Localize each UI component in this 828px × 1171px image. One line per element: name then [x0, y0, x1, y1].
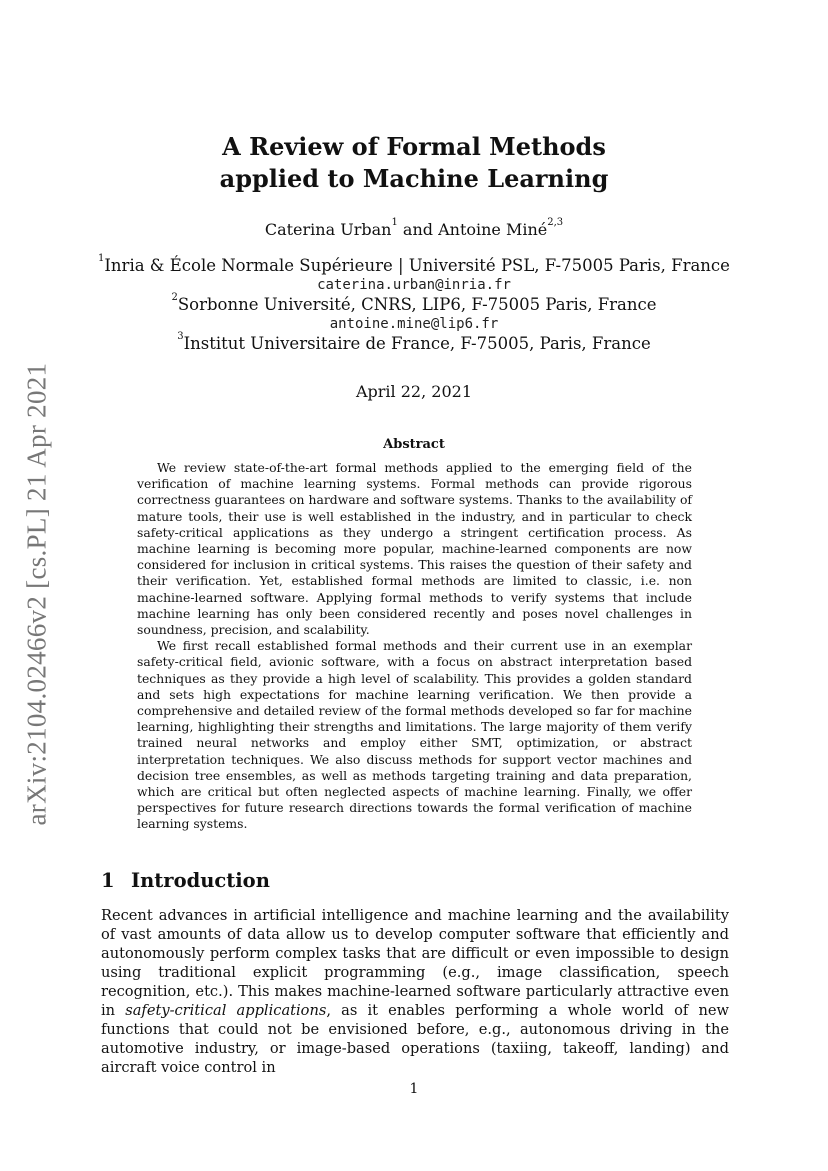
affiliation-2-mark: 2 [171, 292, 178, 303]
arxiv-sidebar-stamp: arXiv:2104.02466v2 [cs.PL] 21 Apr 2021 [21, 362, 52, 826]
affiliation-3-text: Institut Universitaire de France, F-75005, Paris, France [183, 334, 651, 353]
section-heading [101, 869, 270, 892]
email-2: antoine.mine@lip6.fr [329, 316, 499, 332]
introduction-text-part-1: Recent advances in artificial intelligence and machine learning and the availability of vast amounts of data allow us to develop computer software that efficiently and autonomously perform complex tasks that are difficult or even impossible to design using traditional explicit programming (e.g., image classification, speech recognition, etc.). This makes machine-learned software particularly attractive even in [101, 907, 729, 1019]
affiliation-1-text: Inria & École Normale Supérieure | Université PSL, F-75005 Paris, France [104, 256, 730, 275]
affiliation-1-mark: 1 [98, 253, 105, 264]
affiliation-3 [0, 331, 828, 353]
author-2: Antoine Miné [438, 220, 548, 239]
affiliation-2-text: Sorbonne Université, CNRS, LIP6, F-75005 Paris, France [177, 295, 657, 314]
author-2-affiliation-mark: 2,3 [547, 217, 564, 228]
paper-date: April 22, 2021 [355, 382, 472, 401]
section-number: 1 [101, 869, 115, 892]
introduction-text-part-2: , as it enables performing a whole world of new functions that could not be envisioned before, e.g., autonomous driving in the automotive industry, or image-based operations (taxiing, takeoff, landing) and aircraft voice control in [101, 1002, 729, 1076]
abstract-heading: Abstract [383, 437, 445, 452]
affiliation-3-mark: 3 [177, 331, 184, 342]
introduction-text [101, 906, 729, 1077]
paper-title-line1: A Review of Formal Methods [222, 132, 606, 161]
introduction-paragraph [101, 906, 729, 1077]
abstract-paragraph-2: We first recall established formal methods and their current use in an exemplar safety-critical field, avionic software, with a focus on abstract interpretation based techniques as they provide a high level of scalability. This provides a golden standard and sets high expectations for machine learning verification. We then provide a comprehensive and detailed review of the formal methods developed so far for machine learning, highlighting their strengths and limitations. The large majority of them verify trained neural networks and employ either SMT, optimization, or abstract interpretation techniques. We also discuss methods for support vector machines and decision tree ensembles, as well as methods targeting training and data preparation, which are critical but often neglected aspects of machine learning. Finally, we offer perspectives for future research directions towards the formal verification of machine learning systems. [137, 638, 692, 832]
author-1: Caterina Urban [264, 220, 392, 239]
paper-title-line2: applied to Machine Learning [219, 164, 609, 193]
authors [0, 217, 828, 239]
affiliation-2 [0, 292, 828, 314]
abstract-paragraph-1: We review state-of-the-art formal methods applied to the emerging field of the verification of machine learning systems. Formal methods can provide rigorous correctness guarantees on hardware and software systems. Thanks to the availability of mature tools, their use is well established in the industry, and in particular to check safety-critical applications as they undergo a stringent certification process. As machine learning is becoming more popular, machine-learned components are now considered for inclusion in critical systems. This raises the question of their safety and their verification. Yet, established formal methods are limited to classic, i.e. non machine-learned software. Applying formal methods to verify systems that include machine learning has only been considered recently and poses novel challenges in soundness, precision, and scalability. [137, 460, 692, 638]
page-number: 1 [409, 1081, 419, 1097]
introduction-emphasis: safety-critical applications [125, 1002, 327, 1019]
author-conjunction: and [397, 220, 439, 239]
author-1-affiliation-mark: 1 [391, 217, 398, 228]
section-title: Introduction [131, 869, 270, 892]
affiliation-1 [0, 253, 828, 275]
abstract-body [137, 460, 692, 833]
email-1: caterina.urban@inria.fr [317, 277, 511, 293]
